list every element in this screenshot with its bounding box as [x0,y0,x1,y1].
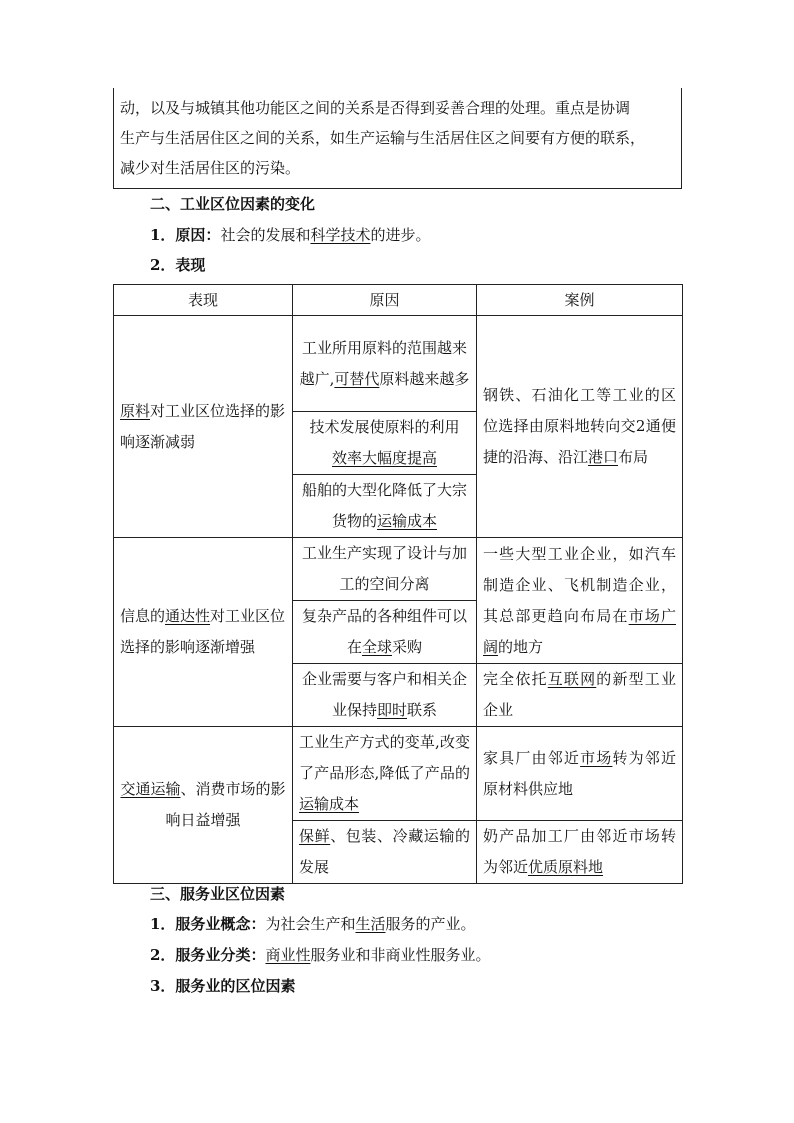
section-3-item-2 [150,945,490,965]
underlined-answer: 效率大幅度提高 [331,449,437,467]
underlined-answer: 运输成本 [377,512,438,530]
underlined-answer: 市场 [580,748,613,767]
underlined-answer: 优质原料地 [528,858,604,876]
text: 转为邻近原材料供应地 [483,748,676,798]
underlined-answer: 港口 [588,448,619,466]
reason-cell [293,316,477,412]
text: 家具厂由邻近 [483,748,581,767]
header-cell: 原因 [293,285,477,316]
intro-line-3: 减少对生活居住区的污染。 [120,159,301,177]
text: 联系 [407,701,438,719]
text: 、包装、冷藏运输的发展 [299,827,470,876]
text: 布局 [618,448,649,466]
text: 、消费市场的影响日益增强 [165,780,286,829]
reason-cell [293,601,477,664]
table-header-row [114,285,683,316]
text: 的进步。 [370,226,431,244]
section-2-item-1 [150,225,430,245]
section-3-item-3: 3．服务业的区位因素 [150,977,296,995]
underlined-answer: 通达性 [165,607,211,625]
intro-box [113,88,682,189]
section-3-heading: 三、服务业区位因素 [150,885,286,903]
text: 一些大型工业企业，如汽车制造企业、飞机制造企业，其总部更趋向布局在 [483,544,676,625]
header-cell: 表现 [114,285,293,316]
intro-line-2: 生产与生活居住区之间的关系，如生产运输与生活居住区之间要有方便的联系， [120,129,646,147]
underlined-answer: 科学技术 [310,226,371,244]
reason-cell [293,821,477,884]
manifestation-cell [114,538,293,727]
text: 采购 [392,638,423,656]
reason-cell [293,475,477,538]
underlined-answer: 保鲜 [299,827,331,845]
underlined-answer: 交通运输 [120,780,181,798]
reason-cell [293,412,477,475]
section-2-item-2: 2．表现 [150,256,206,274]
text: 奶产品加工厂由邻近市场转为邻近 [483,827,676,876]
text: 工业生产方式的变革,改变了产品形态,降低了产品的 [299,733,470,782]
item-label: 2．服务业分类： [150,946,266,964]
manifestation-cell [114,727,293,884]
text: 原料越来越多 [379,369,470,388]
underlined-answer: 即时 [376,701,407,719]
header-cell: 案例 [477,285,683,316]
item-label: 1．原因： [150,226,221,244]
text: 的新型工业企业 [483,670,676,719]
case-cell [477,538,683,664]
section-2-heading: 二、工业区位因素的变化 [150,195,316,213]
text: 为社会生产和 [265,915,356,933]
text: 复杂产品的各种组件可以在 [301,607,467,656]
text: 钢铁、石油化工等工业的区位选择由原料地转向交2通便捷的沿海、沿江 [483,386,676,466]
underlined-answer: 商业性 [265,946,311,964]
text: 服务业和非商业性服务业。 [310,946,491,964]
factor-change-table [113,284,683,884]
underlined-answer: 互联网 [547,670,597,688]
table-row [114,316,683,412]
case-cell [477,316,683,538]
item-label: 1．服务业概念： [150,915,266,933]
text: 服务的产业。 [385,915,476,933]
underlined-answer: 运输成本 [299,795,360,813]
text: 的地方 [498,637,544,656]
text: 船舶的大型化降低了大宗货物的 [301,481,467,530]
underlined-answer: 可替代 [334,369,380,388]
reason-cell [293,727,477,821]
text: 完全依托 [483,670,548,688]
underlined-answer: 全球 [361,638,392,656]
table-row [114,727,683,821]
case-cell [477,821,683,884]
intro-line-1: 动，以及与城镇其他功能区之间的关系是否得到妥善合理的处理。重点是协调 [120,99,631,117]
text: 信息的 [120,607,166,625]
reason-cell: 工业生产实现了设计与加工的空间分离 [293,538,477,601]
text: 对工业区位选择的影响逐渐增强 [120,607,286,656]
table-row [114,538,683,601]
underlined-answer: 市场广阔 [483,606,676,656]
text: 社会的发展和 [220,226,311,244]
text: 技术发展使原料的利用 [309,418,460,436]
text: 企业需要与客户和相关企业保持 [301,670,467,719]
text: 对工业区位选择的影响逐渐减弱 [120,401,286,451]
underlined-answer: 原料 [120,401,151,420]
section-3-item-1 [150,914,476,934]
text: 工业所用原料的范围越来越广, [299,338,467,388]
underlined-answer: 生活 [355,915,386,933]
case-cell [477,664,683,727]
case-cell [477,727,683,821]
manifestation-cell [114,316,293,538]
reason-cell [293,664,477,727]
